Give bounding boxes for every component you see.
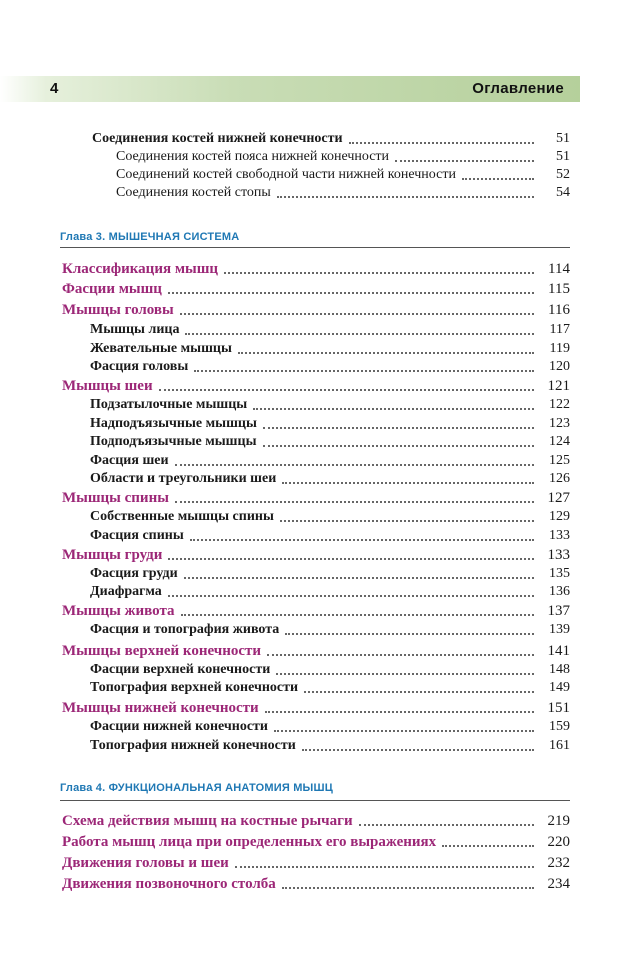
toc-entry-title: Жевательные мышцы bbox=[90, 341, 232, 356]
dot-leader bbox=[442, 835, 534, 847]
toc-entry-title: Фасция головы bbox=[90, 359, 189, 374]
toc-entry bbox=[0, 525, 620, 545]
toc-entry-title: Топография нижней конечности bbox=[90, 738, 296, 753]
toc-entry bbox=[0, 258, 620, 278]
toc-entry bbox=[0, 697, 620, 717]
dot-leader bbox=[274, 720, 534, 732]
dot-leader bbox=[282, 472, 534, 484]
toc-entry-title: Соединения костей пояса нижней конечности bbox=[116, 149, 390, 164]
dot-leader bbox=[238, 342, 534, 354]
toc-entry bbox=[0, 394, 620, 414]
toc-entry-page: 149 bbox=[549, 680, 570, 695]
toc-entry-page: 115 bbox=[548, 281, 570, 297]
toc-entry bbox=[0, 182, 620, 202]
chapter-title: Глава 4. ФУНКЦИОНАЛЬНАЯ АНАТОМИЯ МЫШЦ bbox=[60, 782, 334, 794]
toc-entry-title: Мышцы лица bbox=[90, 322, 180, 337]
dot-leader bbox=[280, 510, 534, 522]
toc-entry-page: 133 bbox=[547, 547, 570, 563]
dot-leader bbox=[276, 663, 534, 675]
toc-entry-page: 136 bbox=[549, 584, 570, 599]
toc-entry bbox=[0, 413, 620, 433]
dot-leader bbox=[304, 681, 534, 693]
toc-entry bbox=[0, 338, 620, 358]
toc-entry-page: 125 bbox=[549, 453, 570, 468]
toc-entry-title: Мышцы спины bbox=[62, 490, 169, 506]
toc-entry bbox=[0, 431, 620, 451]
chapter-title: Глава 3. МЫШЕЧНАЯ СИСТЕМА bbox=[60, 231, 240, 243]
toc-entry-page: 54 bbox=[556, 185, 570, 200]
toc-entry bbox=[0, 544, 620, 564]
toc-entry bbox=[0, 640, 620, 660]
toc-entry bbox=[0, 619, 620, 639]
toc-entry-page: 120 bbox=[549, 359, 570, 374]
toc-entry bbox=[0, 735, 620, 755]
toc-entry-title: Движения головы и шеи bbox=[62, 855, 229, 871]
toc-entry bbox=[0, 716, 620, 736]
toc-entry bbox=[0, 831, 620, 851]
toc-entry-page: 139 bbox=[549, 622, 570, 637]
toc-entry bbox=[0, 677, 620, 697]
toc-entry bbox=[0, 299, 620, 319]
dot-leader bbox=[224, 262, 534, 274]
toc-entry-title: Диафрагма bbox=[90, 584, 162, 599]
toc-entry-title: Области и треугольники шеи bbox=[90, 471, 277, 486]
dot-leader bbox=[185, 323, 534, 335]
dot-leader bbox=[359, 814, 534, 826]
dot-leader bbox=[282, 877, 534, 889]
dot-leader bbox=[253, 398, 534, 410]
dot-leader bbox=[277, 186, 534, 198]
toc-entry-title: Мышцы живота bbox=[62, 603, 175, 619]
page-number: 4 bbox=[50, 80, 59, 97]
dot-leader bbox=[168, 282, 534, 294]
toc-entry-title: Фасция и топография живота bbox=[90, 622, 280, 637]
toc-entry-title: Соединения костей стопы bbox=[116, 185, 271, 200]
toc-entry-title: Фасции верхней конечности bbox=[90, 662, 271, 677]
toc-entry-page: 141 bbox=[547, 643, 570, 659]
toc-entry-page: 114 bbox=[548, 261, 570, 277]
dot-leader bbox=[184, 567, 534, 579]
dot-leader bbox=[159, 379, 534, 391]
toc-entry-page: 127 bbox=[547, 490, 570, 506]
dot-leader bbox=[263, 417, 534, 429]
dot-leader bbox=[181, 604, 534, 616]
toc-entry-page: 51 bbox=[556, 131, 570, 146]
toc-entry bbox=[0, 128, 620, 148]
toc-entry-page: 219 bbox=[547, 813, 570, 829]
toc-entry-title: Мышцы головы bbox=[62, 302, 174, 318]
toc-entry-page: 161 bbox=[549, 738, 570, 753]
toc-entry-title: Мышцы верхней конечности bbox=[62, 643, 262, 659]
toc-entry-title: Фасции нижней конечности bbox=[90, 719, 269, 734]
toc-entry bbox=[0, 581, 620, 601]
toc-entry bbox=[0, 852, 620, 872]
toc-entry-title: Схема действия мышц на костные рычаги bbox=[62, 813, 353, 829]
dot-leader bbox=[235, 856, 534, 868]
toc-entry-page: 51 bbox=[556, 149, 570, 164]
toc-entry-page: 234 bbox=[547, 876, 570, 892]
toc-entry-page: 220 bbox=[547, 834, 570, 850]
toc-entry-page: 119 bbox=[549, 341, 570, 356]
toc-entry bbox=[0, 563, 620, 583]
dot-leader bbox=[349, 132, 534, 144]
dot-leader bbox=[462, 168, 534, 180]
dot-leader bbox=[190, 529, 534, 541]
toc-entry-page: 232 bbox=[547, 855, 570, 871]
toc-entry-page: 129 bbox=[549, 509, 570, 524]
toc-entry-page: 151 bbox=[547, 700, 570, 716]
dot-leader bbox=[194, 360, 534, 372]
toc-entry bbox=[0, 659, 620, 679]
toc-entry-page: 124 bbox=[549, 434, 570, 449]
dot-leader bbox=[302, 739, 534, 751]
toc-entry-page: 133 bbox=[549, 528, 570, 543]
toc-entry bbox=[0, 278, 620, 298]
dot-leader bbox=[168, 585, 534, 597]
toc-entry-page: 137 bbox=[547, 603, 570, 619]
toc-entry-title: Мышцы груди bbox=[62, 547, 163, 563]
toc-entry-title: Топография верхней конечности bbox=[90, 680, 299, 695]
dot-leader bbox=[265, 701, 534, 713]
dot-leader bbox=[168, 548, 534, 560]
toc-entry-page: 117 bbox=[549, 322, 570, 337]
toc-entry bbox=[0, 873, 620, 893]
toc-entry-title: Движения позвоночного столба bbox=[62, 876, 276, 892]
dot-leader bbox=[175, 454, 534, 466]
dot-leader bbox=[263, 435, 535, 447]
dot-leader bbox=[285, 623, 534, 635]
toc-entry bbox=[0, 146, 620, 166]
toc-entry-title: Классификация мышц bbox=[62, 261, 219, 277]
toc-entry-title: Собственные мышцы спины bbox=[90, 509, 274, 524]
toc-entry-page: 159 bbox=[549, 719, 570, 734]
toc-entry bbox=[0, 810, 620, 830]
toc-entry-page: 123 bbox=[549, 416, 570, 431]
dot-leader bbox=[267, 644, 534, 656]
toc-entry-title: Фасция спины bbox=[90, 528, 184, 543]
toc-entry-title: Мышцы нижней конечности bbox=[62, 700, 259, 716]
toc-entry bbox=[0, 506, 620, 526]
toc-entry-title: Подзатылочные мышцы bbox=[90, 397, 248, 412]
toc-entry-title: Фасция груди bbox=[90, 566, 178, 581]
toc-entry bbox=[0, 468, 620, 488]
toc-entry bbox=[0, 375, 620, 395]
toc-entry bbox=[0, 356, 620, 376]
toc-entry-title: Подподъязычные мышцы bbox=[90, 434, 257, 449]
toc-entry-page: 126 bbox=[549, 471, 570, 486]
toc-entry-page: 52 bbox=[556, 167, 570, 182]
toc-entry-page: 121 bbox=[547, 378, 570, 394]
toc-entry-title: Фасции мышц bbox=[62, 281, 162, 297]
toc-entry bbox=[0, 487, 620, 507]
toc-entry-title: Надподъязычные мышцы bbox=[90, 416, 257, 431]
toc-entry bbox=[0, 600, 620, 620]
toc-entry-title: Мышцы шеи bbox=[62, 378, 153, 394]
toc-entry bbox=[0, 319, 620, 339]
toc-entry-title: Соединения костей нижней конечности bbox=[92, 131, 343, 146]
toc-entry-page: 148 bbox=[549, 662, 570, 677]
toc-entry-title: Работа мышц лица при определенных его выражениях bbox=[62, 834, 437, 850]
toc-entry-page: 122 bbox=[549, 397, 570, 412]
dot-leader bbox=[395, 150, 534, 162]
toc-entry bbox=[0, 164, 620, 184]
chapter-divider bbox=[60, 800, 570, 801]
toc-entry-title: Фасция шеи bbox=[90, 453, 169, 468]
toc-entry-title: Соединений костей свободной части нижней конечности bbox=[116, 167, 456, 182]
dot-leader bbox=[180, 303, 534, 315]
chapter-divider bbox=[60, 247, 570, 248]
section-title: Оглавление bbox=[472, 80, 564, 97]
toc-entry-page: 116 bbox=[548, 302, 570, 318]
toc-entry-page: 135 bbox=[549, 566, 570, 581]
dot-leader bbox=[175, 491, 534, 503]
toc-entry bbox=[0, 450, 620, 470]
